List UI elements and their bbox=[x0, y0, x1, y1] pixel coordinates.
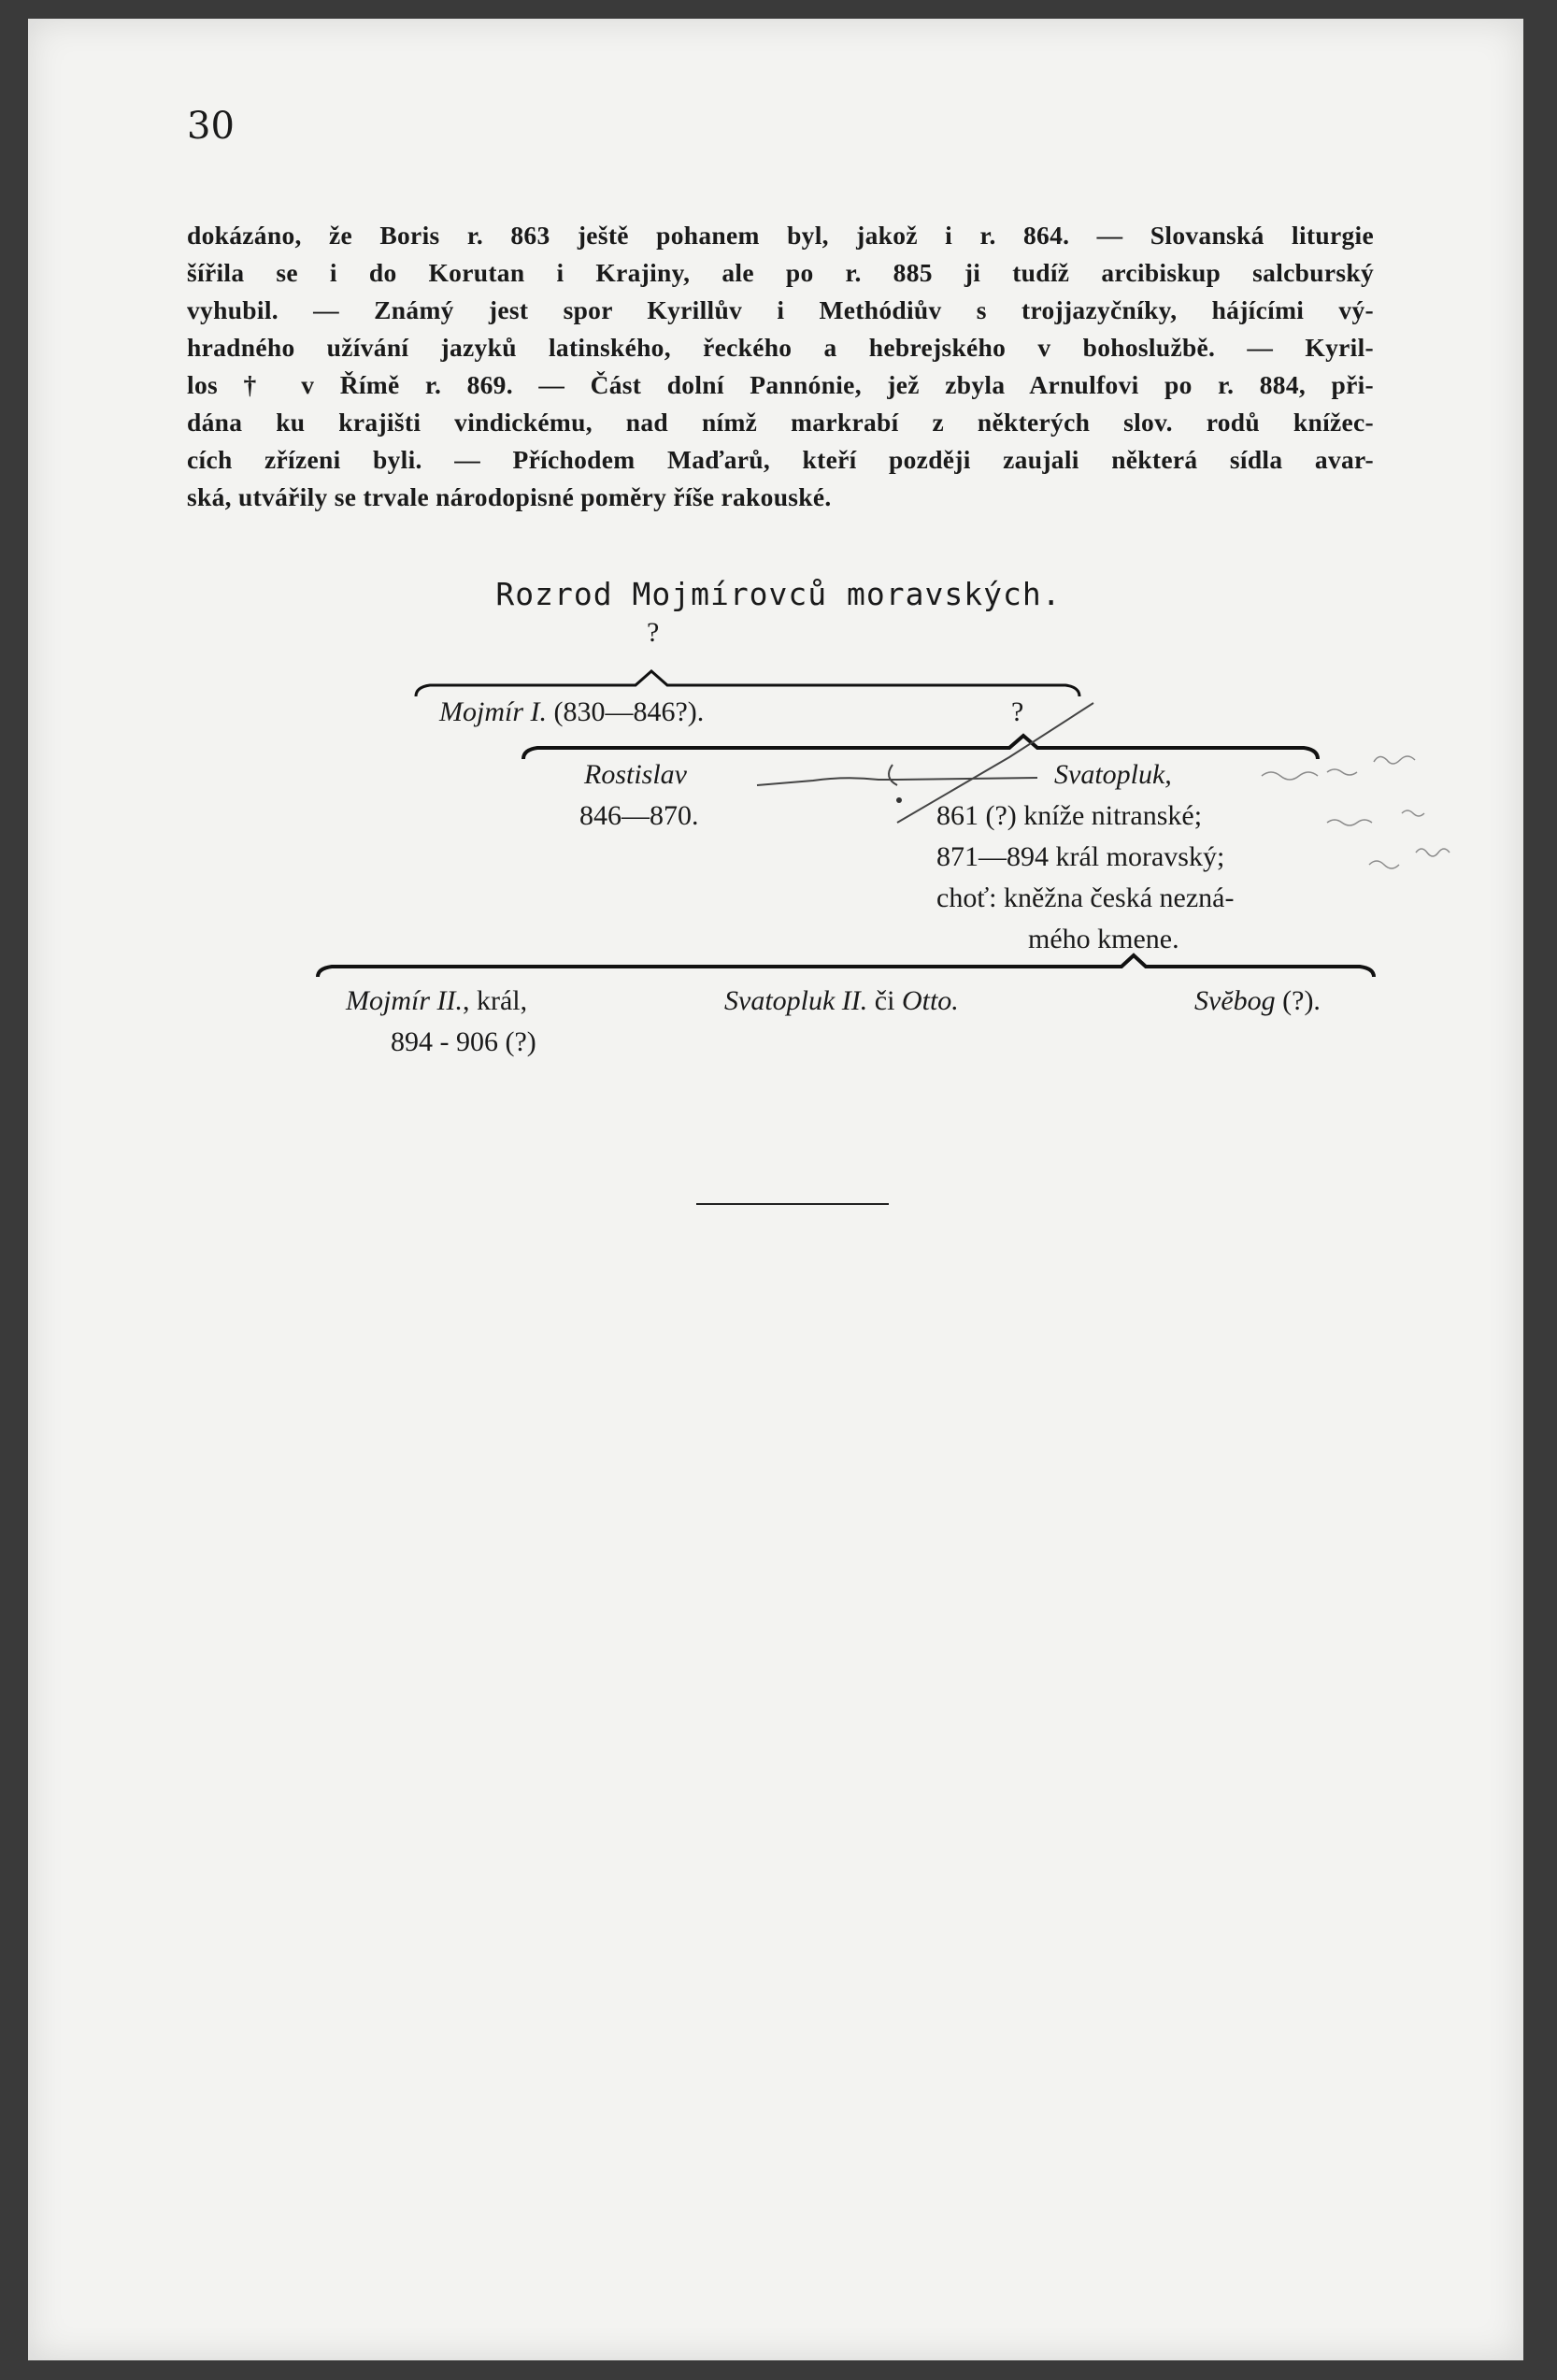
person-svebog bbox=[1194, 985, 1321, 1017]
person-mojmir-2 bbox=[346, 985, 527, 1017]
person-rostislav bbox=[584, 759, 687, 791]
svebog-name: Svĕbog bbox=[1194, 985, 1276, 1016]
mojmir-2-name: Mojmír II. bbox=[346, 985, 463, 1016]
svatopluk-detail-1: 861 (?) kníže nitranské; bbox=[936, 800, 1203, 831]
paragraph-line: vyhubil. — Známý jest spor Kyrillův i Methódiův s trojjazyčníky, hájícími vý- bbox=[187, 295, 1374, 324]
person-mojmir-1 bbox=[439, 696, 704, 728]
genealogy-title: Rozrod Mojmírovců moravských. bbox=[495, 576, 1062, 612]
svatopluk-2-or: či bbox=[867, 985, 902, 1016]
svatopluk-2-alt: Otto. bbox=[901, 985, 959, 1016]
svatopluk-detail-3: choť: kněžna česká nezná- bbox=[936, 882, 1235, 913]
mojmir-2-title: , král, bbox=[462, 985, 528, 1016]
svatopluk-2-name: Svatopluk II. bbox=[724, 985, 868, 1016]
page-number: 30 bbox=[187, 105, 235, 148]
svatopluk-name: Svatopluk, bbox=[1054, 759, 1172, 790]
closing-rule bbox=[696, 1203, 889, 1205]
paragraph-line: cích zřízeni byli. — Příchodem Maďarů, kteří později zaujali některá sídla avar- bbox=[187, 445, 1374, 474]
svatopluk-detail-2: 871—894 král moravský; bbox=[936, 841, 1225, 872]
person-svatopluk-2 bbox=[724, 985, 959, 1017]
paragraph-line: dokázáno, že Boris r. 863 ještě pohanem byl, jakož i r. 864. — Slovanská liturgie bbox=[187, 221, 1374, 250]
svatopluk-detail-4: mého kmene. bbox=[1028, 924, 1179, 954]
paragraph-line: hradného užívání jazyků latinského, řeckého a hebrejského v bohoslužbě. — Kyril- bbox=[187, 333, 1374, 362]
mojmir-1-name: Mojmír I. bbox=[439, 696, 547, 727]
paragraph-line: dána ku krajišti vindickému, nad nímž markrabí z některých slov. rodů knížec- bbox=[187, 408, 1374, 437]
person-svatopluk bbox=[1054, 759, 1172, 791]
rostislav-years: 846—870. bbox=[579, 800, 699, 831]
paragraph-line: los † v Římě r. 869. — Část dolní Pannónie, jež zbyla Arnulfovi po r. 884, při- bbox=[187, 370, 1374, 399]
paragraph-line: ská, utvářily se trvale národopisné poměry říše rakouské. bbox=[187, 482, 832, 511]
top-question-mark: ? bbox=[647, 617, 660, 648]
mojmir-1-years: (830—846?). bbox=[553, 696, 705, 727]
mojmir-2-years: 894 - 906 (?) bbox=[391, 1026, 536, 1057]
paragraph-line: šířila se i do Korutan i Krajiny, ale po r. 885 ji tudíž arcibiskup salcburský bbox=[187, 258, 1374, 287]
svebog-note: (?). bbox=[1275, 985, 1321, 1016]
rostislav-name: Rostislav bbox=[584, 759, 687, 790]
second-question-mark: ? bbox=[1011, 696, 1024, 727]
